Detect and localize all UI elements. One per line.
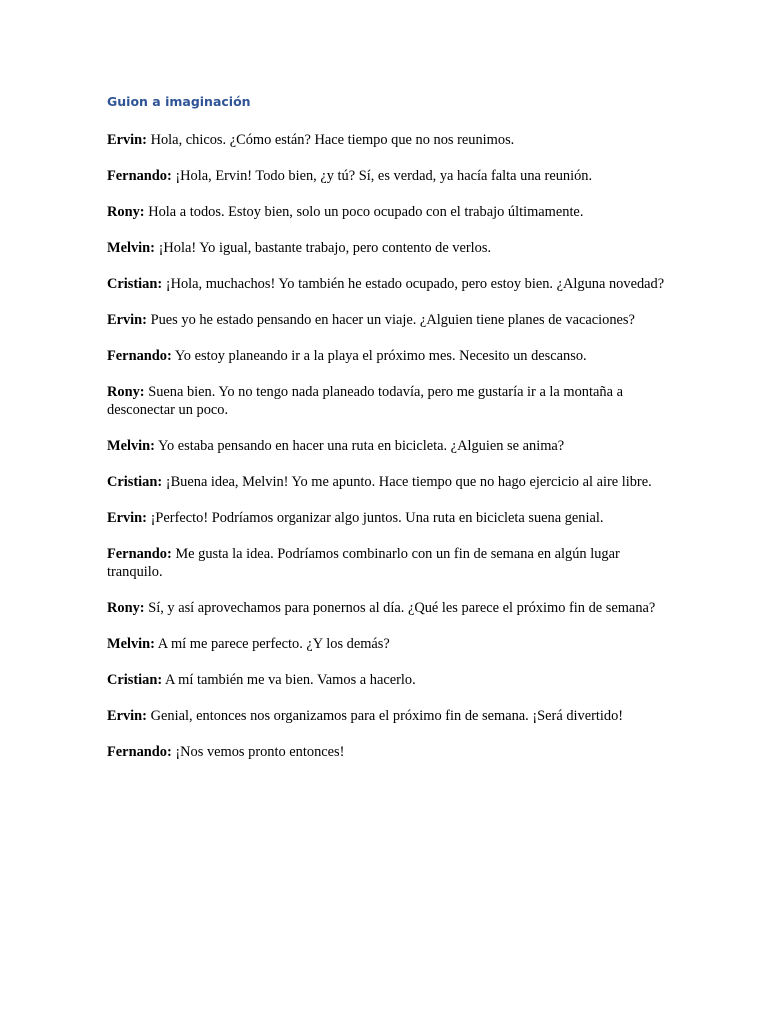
speaker-name: Fernando: [107, 348, 172, 364]
speaker-name: Fernando: [107, 744, 172, 760]
dialogue-line [107, 167, 668, 185]
dialogue-line [107, 707, 668, 725]
speaker-name: Cristian: [107, 672, 163, 688]
dialogue-text: Hola a todos. Estoy bien, solo un poco ocupado con el trabajo últimamente. [148, 204, 584, 220]
speaker-name: Rony: [107, 384, 145, 400]
speaker-name: Fernando: [107, 168, 172, 184]
dialogue-line [107, 437, 668, 455]
dialogue-line [107, 347, 668, 365]
dialogue-text: Suena bien. Yo no tengo nada planeado todavía, pero me gustaría ir a la montaña a desconectar un poco. [107, 384, 623, 418]
dialogue-line [107, 383, 668, 419]
dialogue-line [107, 743, 668, 761]
speaker-name: Melvin: [107, 636, 155, 652]
dialogue-line [107, 599, 668, 617]
speaker-name: Cristian: [107, 474, 163, 490]
dialogue-line [107, 473, 668, 491]
speaker-name: Ervin: [107, 312, 147, 328]
document-title: Guion a imaginación [107, 94, 251, 109]
speaker-name: Fernando: [107, 546, 172, 562]
dialogue-line [107, 275, 668, 293]
dialogue-line [107, 239, 668, 257]
dialogue-text: Yo estaba pensando en hacer una ruta en bicicleta. ¿Alguien se anima? [158, 438, 565, 454]
dialogue-line [107, 131, 668, 149]
dialogue-text: A mí también me va bien. Vamos a hacerlo. [164, 672, 416, 688]
speaker-name: Cristian: [107, 276, 163, 292]
dialogue-text: Pues yo he estado pensando en hacer un viaje. ¿Alguien tiene planes de vacaciones? [150, 312, 635, 328]
speaker-name: Rony: [107, 204, 145, 220]
dialogue-text: A mí me parece perfecto. ¿Y los demás? [157, 636, 390, 652]
dialogue-text: Hola, chicos. ¿Cómo están? Hace tiempo que no nos reunimos. [150, 132, 515, 148]
dialogue-text: Me gusta la idea. Podríamos combinarlo con un fin de semana en algún lugar tranquilo. [107, 546, 620, 580]
dialogue-text: ¡Nos vemos pronto entonces! [175, 744, 345, 760]
dialogue-text: ¡Buena idea, Melvin! Yo me apunto. Hace tiempo que no hago ejercicio al aire libre. [165, 474, 652, 490]
dialogue-text: ¡Hola, Ervin! Todo bien, ¿y tú? Sí, es verdad, ya hacía falta una reunión. [175, 168, 593, 184]
dialogue-list [107, 131, 668, 761]
dialogue-line [107, 311, 668, 329]
speaker-name: Ervin: [107, 510, 147, 526]
dialogue-text: ¡Perfecto! Podríamos organizar algo juntos. Una ruta en bicicleta suena genial. [150, 510, 604, 526]
speaker-name: Melvin: [107, 438, 155, 454]
dialogue-line [107, 509, 668, 527]
speaker-name: Ervin: [107, 132, 147, 148]
dialogue-line [107, 671, 668, 689]
speaker-name: Ervin: [107, 708, 147, 724]
dialogue-text: ¡Hola! Yo igual, bastante trabajo, pero contento de verlos. [158, 240, 492, 256]
dialogue-line [107, 545, 668, 581]
dialogue-text: Sí, y así aprovechamos para ponernos al día. ¿Qué les parece el próximo fin de semana? [148, 600, 656, 616]
speaker-name: Rony: [107, 600, 145, 616]
speaker-name: Melvin: [107, 240, 155, 256]
dialogue-line [107, 203, 668, 221]
dialogue-text: Yo estoy planeando ir a la playa el próximo mes. Necesito un descanso. [174, 348, 587, 364]
dialogue-text: ¡Hola, muchachos! Yo también he estado ocupado, pero estoy bien. ¿Alguna novedad? [165, 276, 665, 292]
dialogue-line [107, 635, 668, 653]
dialogue-text: Genial, entonces nos organizamos para el próximo fin de semana. ¡Será divertido! [150, 708, 624, 724]
